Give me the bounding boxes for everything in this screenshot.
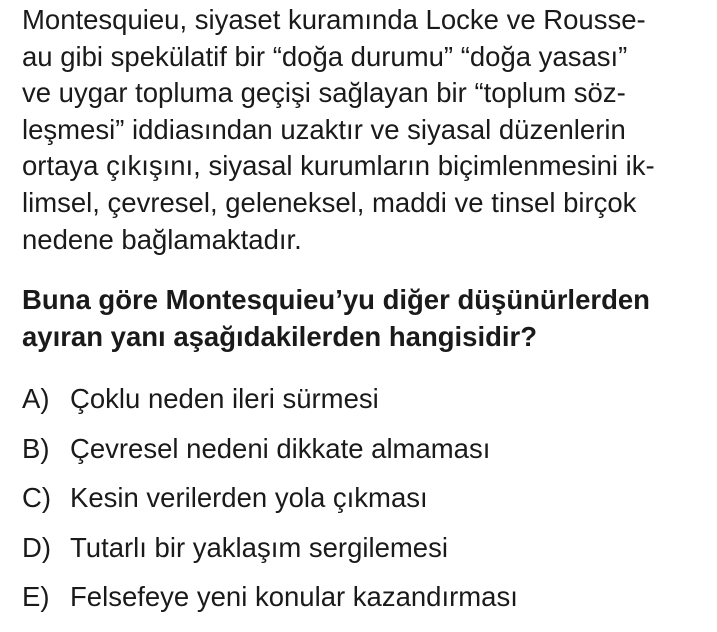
option-d[interactable] — [22, 529, 518, 579]
option-letter: C) — [22, 482, 52, 513]
question-stem — [22, 282, 650, 355]
passage-text — [22, 0, 712, 258]
option-e[interactable] — [22, 578, 518, 628]
passage-line: au gibi spekülatif bir “doğa durumu” “doğa yasası” — [22, 40, 628, 72]
option-letter: B) — [22, 432, 50, 464]
option-letter: A) — [22, 383, 50, 414]
option-letter: D) — [22, 531, 52, 563]
option-c[interactable] — [22, 479, 518, 529]
option-b[interactable] — [22, 430, 518, 480]
passage-line: limsel, çevresel, geleneksel, maddi ve tinsel birçok — [22, 186, 637, 218]
option-text: Tutarlı bir yaklaşım sergilemesi — [70, 531, 448, 563]
passage-line: nedene bağlamaktadır. — [22, 223, 302, 255]
option-text: Kesin verilerden yola çıkması — [70, 482, 428, 513]
passage-line: ve uygar topluma geçişi sağlayan bir “toplum söz- — [22, 77, 626, 109]
option-text: Çoklu neden ileri sürmesi — [70, 383, 379, 414]
option-a[interactable] — [22, 380, 518, 430]
question-line: Buna göre Montesquieu’yu diğer düşünürlerden — [22, 284, 650, 315]
option-text: Felsefeye yeni konular kazandırması — [70, 581, 518, 612]
option-letter: E) — [22, 581, 50, 612]
passage-line: ortaya çıkışını, siyasal kurumların biçimlenmesini ik- — [22, 150, 655, 182]
passage-line: Montesquieu, siyaset kuramında Locke ve Rousse- — [22, 4, 646, 35]
question-line: ayıran yanı aşağıdakilerden hangisidir? — [22, 320, 538, 352]
passage-line: leşmesi” iddiasından uzaktır ve siyasal düzenlerin — [22, 113, 626, 145]
option-text: Çevresel nedeni dikkate almaması — [70, 432, 491, 464]
answer-options — [22, 380, 518, 628]
question-block — [22, 0, 712, 612]
